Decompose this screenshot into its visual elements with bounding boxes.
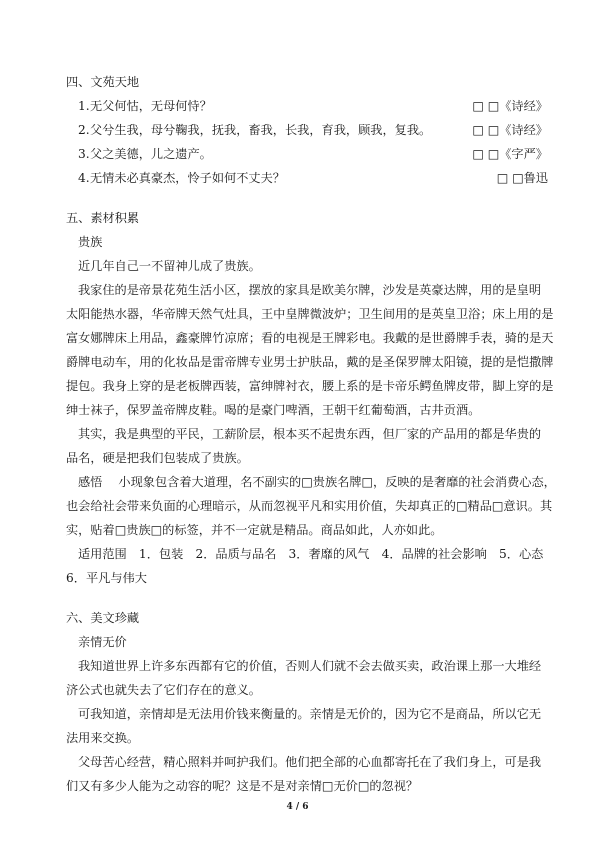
- quote-text: 父之美德，儿之遗产。: [90, 147, 212, 161]
- quote-number: 4.: [78, 171, 90, 185]
- insight-line: 实，贴着□贵族□的标签，并不一定就是精品。商品如此，人亦如此。: [66, 523, 443, 537]
- paragraph-line: 们又有多少人能为之动容的呢？这是不是对亲情□无价□的忽视？: [66, 779, 419, 793]
- quote-text: 父兮生我，母兮鞠我，抚我，畜我，长我，育我，顾我，复我。: [90, 123, 432, 137]
- quote-text: 无情未必真豪杰，怜子如何不丈夫？: [90, 171, 285, 185]
- paragraph-line: 提包。我身上穿的是老板牌西装，富绅牌衬衣，腰上系的是卡帝乐鳄鱼牌皮带，脚上穿的是: [66, 379, 554, 393]
- section-heading-sucai: 五、素材积累: [66, 211, 140, 225]
- quote-row: [78, 98, 548, 114]
- quote-source: □ □《字严》: [472, 147, 548, 161]
- quote-source: □ □《诗经》: [472, 99, 548, 113]
- section-heading-meiwen: 六、美文珍藏: [66, 611, 140, 625]
- insight-line: 也会给社会带来负面的心理暗示，从而忽视平凡和实用价值，失却真正的□精品□意识。其: [66, 499, 553, 513]
- paragraph-line: 其实，我是典型的平民，工薪阶层，根本买不起贵东西，但厂家的产品用的都是华贵的: [78, 427, 542, 441]
- paragraph-line: 太阳能热水器，华帝牌天然气灶具，王中皇牌微波炉；卫生间用的是英皇卫浴；床上用的是: [66, 307, 554, 321]
- insight-line: 感悟 小现象包含着大道理，名不副实的□贵族名牌□，反映的是奢靡的社会消费心态，: [78, 475, 556, 489]
- article-title-qinqing: 亲情无价: [78, 635, 127, 649]
- paragraph-line: 富女娜牌床上用品，鑫豪牌竹凉席；看的电视是王牌彩电。我戴的是世爵牌手表，骑的是天: [66, 331, 554, 345]
- paragraph-line: 法用来交换。: [66, 731, 140, 745]
- paragraph-line: 爵牌电动车，用的化妆品是雷帝牌专业男士护肤品，戴的是圣保罗牌太阳镜，提的是恺撒牌: [66, 355, 554, 369]
- paragraph-line: 绅士袜子，保罗盖帝牌皮鞋。喝的是豪门啤酒，王朝干红葡萄酒，古井贡酒。: [66, 403, 481, 417]
- quote-number: 2.: [78, 123, 90, 137]
- scope-line: 适用范围 1．包装 2．品质与品名 3．奢靡的风气 4．品牌的社会影响 5．心态: [78, 547, 544, 561]
- section-heading-wenyuan: 四、文苑天地: [66, 75, 140, 89]
- quote-row: [78, 170, 548, 186]
- article-title-guizu: 贵族: [78, 235, 103, 249]
- quote-source: □ □《诗经》: [472, 123, 548, 137]
- paragraph-line: 可我知道，亲情却是无法用价钱来衡量的。亲情是无价的，因为它不是商品，所以它无: [78, 707, 542, 721]
- page-number: 4 / 6: [286, 802, 309, 812]
- quote-number: 3.: [78, 147, 90, 161]
- paragraph-line: 我知道世界上许多东西都有它的价值，否则人们就不会去做买卖，政治课上那一大堆经: [78, 659, 542, 673]
- paragraph-line: 品名，硬是把我们包装成了贵族。: [66, 451, 249, 465]
- scope-line: 6．平凡与伟大: [66, 571, 147, 585]
- quote-text: 无父何怙，无母何恃？: [90, 99, 212, 113]
- paragraph-line: 我家住的是帝景花苑生活小区，摆放的家具是欧美尔牌，沙发是英豪达牌，用的是皇明: [78, 283, 542, 297]
- quote-number: 1.: [78, 99, 90, 113]
- paragraph-line: 父母苦心经营，精心照料并呵护我们。他们把全部的心血都寄托在了我们身上，可是我: [78, 755, 542, 769]
- quote-row: [78, 122, 548, 138]
- paragraph-line: 近几年自己一不留神儿成了贵族。: [78, 259, 261, 273]
- paragraph-line: 济公式也就失去了它们存在的意义。: [66, 683, 261, 697]
- quote-source: □ □鲁迅: [496, 171, 548, 185]
- quote-row: [78, 146, 548, 162]
